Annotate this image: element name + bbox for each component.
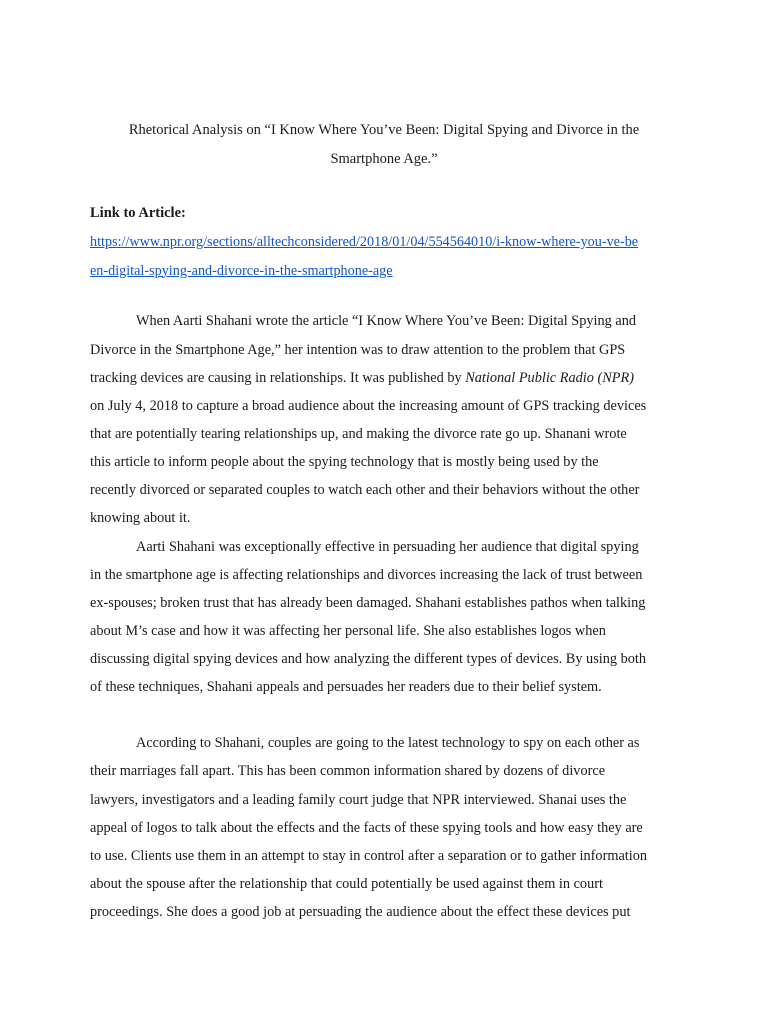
paragraph-2-line: in the smartphone age is affecting relationships and divorces increasing the lack of trust between [90, 567, 643, 583]
paragraph-2-line: ex-spouses; broken trust that has already been damaged. Shahani establishes pathos when talking [90, 595, 646, 611]
paragraph-1-line: this article to inform people about the spying technology that is mostly being used by the [90, 454, 599, 470]
paragraph-1-line: When Aarti Shahani wrote the article “I Know Where You’ve Been: Digital Spying and [136, 313, 636, 329]
link-line-2[interactable]: en-digital-spying-and-divorce-in-the-smartphone-age [90, 262, 393, 279]
paragraph-3-line: to use. Clients use them in an attempt to stay in control after a separation or to gather information [90, 848, 648, 864]
paragraph-2-line: about M’s case and how it was affecting her personal life. She also establishes logos when [90, 623, 606, 639]
paragraph-3-line: appeal of logos to talk about the effects and the facts of these spying tools and how easy they are [90, 820, 643, 836]
paragraph-1-text: tracking devices are causing in relationships. It was published by [90, 370, 466, 386]
paragraph-3-line: lawyers, investigators and a leading family court judge that NPR interviewed. Shanai uses the [90, 792, 627, 808]
paragraph-3-line: proceedings. She does a good job at persuading the audience about the effect these devices put [90, 904, 631, 920]
link-heading: Link to Article: [90, 205, 186, 221]
publication-name: National Public Radio (NPR) [465, 370, 634, 386]
paragraph-1-line: knowing about it. [90, 510, 191, 526]
paragraph-1-line [90, 368, 680, 388]
paragraph-1-line: recently divorced or separated couples to watch each other and their behaviors without the other [90, 482, 640, 498]
article-link[interactable] [90, 228, 678, 285]
document-title [90, 116, 678, 173]
title-line-1: Rhetorical Analysis on “I Know Where You’ve Been: Digital Spying and Divorce in the [128, 122, 640, 138]
paragraph-1-line: that are potentially tearing relationships up, and making the divorce rate go up. Shanani wrote [90, 426, 627, 442]
paragraph-2-line: of these techniques, Shahani appeals and persuades her readers due to their belief system. [90, 679, 602, 695]
paragraph-3-line: their marriages fall apart. This has been common information shared by dozens of divorce [90, 763, 606, 779]
paragraph-2-line: Aarti Shahani was exceptionally effective in persuading her audience that digital spying [136, 539, 639, 555]
paragraph-1-line: Divorce in the Smartphone Age,” her intention was to draw attention to the problem that GPS [90, 342, 626, 358]
paragraph-2-line: discussing digital spying devices and how analyzing the different types of devices. By using both [90, 651, 647, 667]
paragraph-3-line: about the spouse after the relationship that could potentially be used against them in court [90, 876, 603, 892]
paragraph-1-line: on July 4, 2018 to capture a broad audience about the increasing amount of GPS tracking devices [90, 398, 647, 414]
paragraph-3-line: According to Shahani, couples are going to the latest technology to spy on each other as [136, 735, 640, 751]
link-line-1[interactable]: https://www.npr.org/sections/alltechconsidered/2018/01/04/554564010/i-know-where-you-ve-be [90, 234, 639, 250]
title-line-2: Smartphone Age.” [330, 150, 438, 167]
